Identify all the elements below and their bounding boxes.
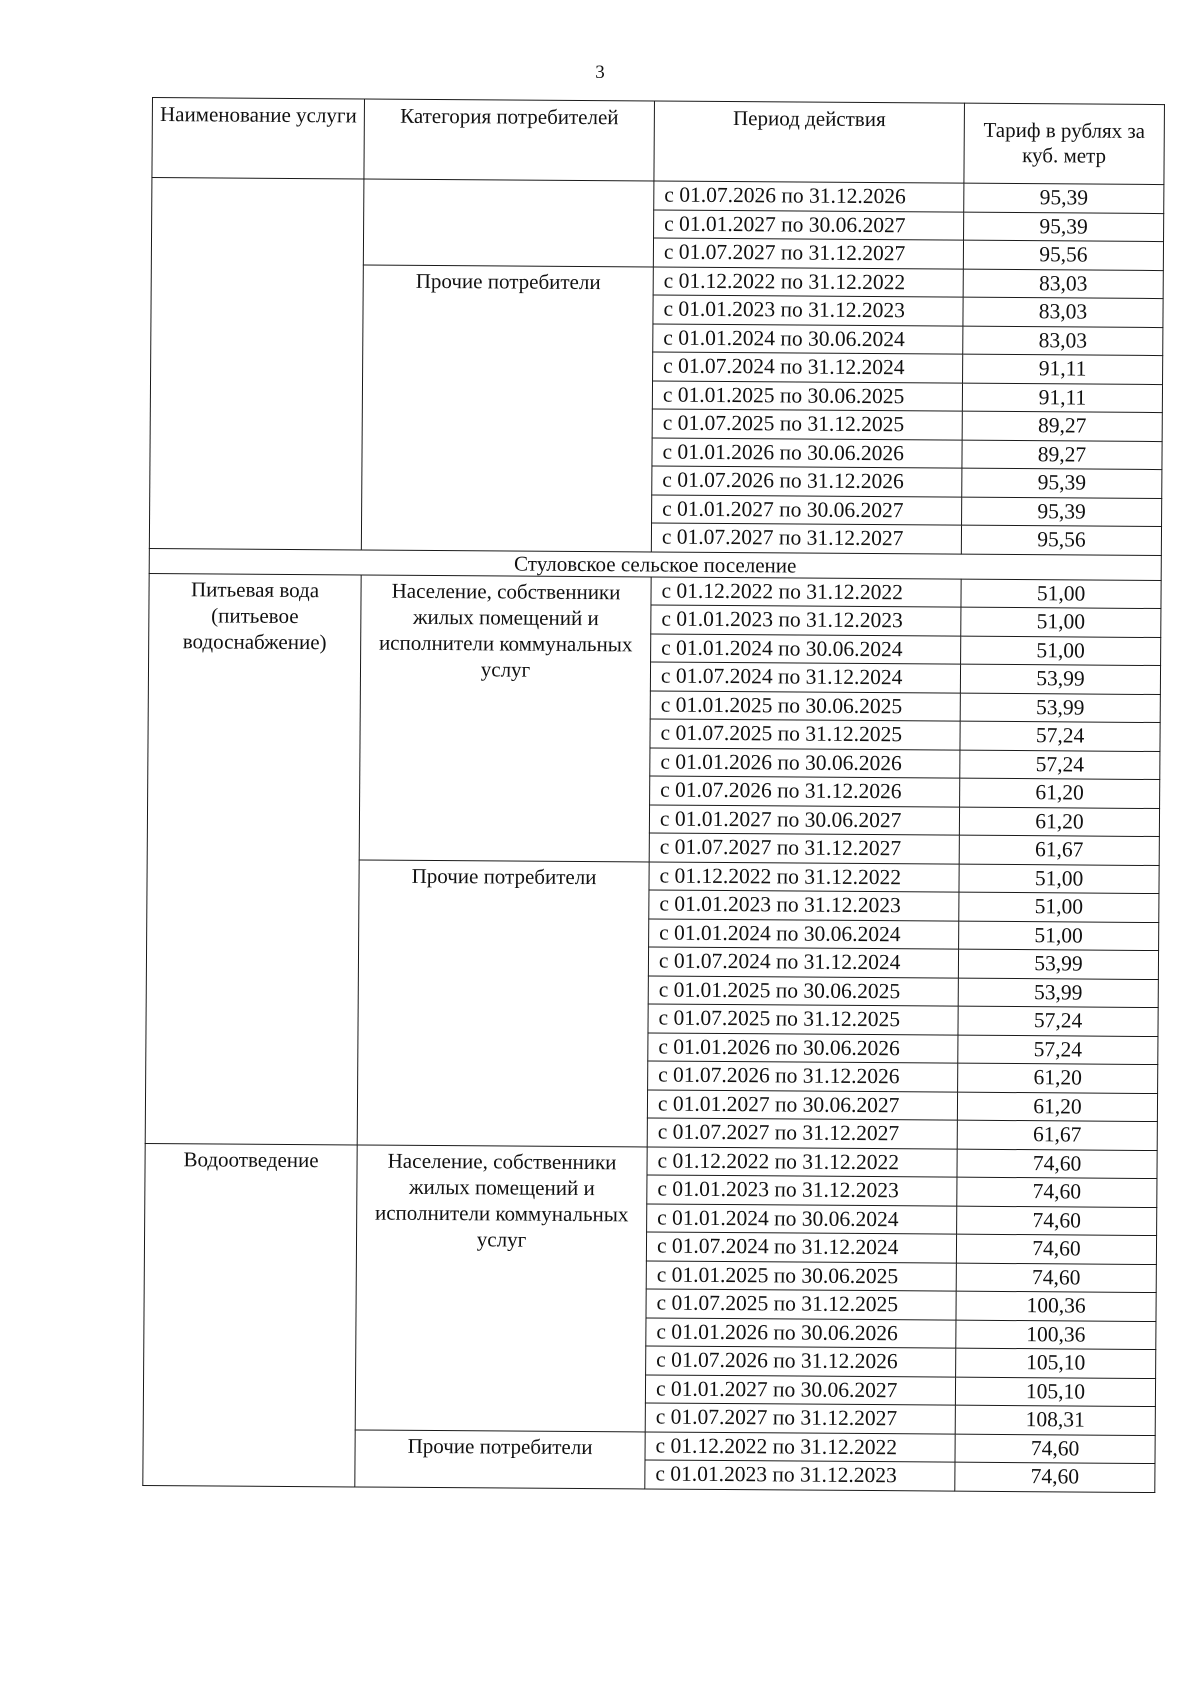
tariff-table (142, 97, 1165, 1493)
period-cell: с 01.07.2026 по 31.12.2026 (654, 181, 964, 212)
category-cell: Население, собственники жилых помещений и исполнители коммунальных услуг (355, 1144, 647, 1431)
period-cell: с 01.01.2025 по 30.06.2025 (650, 690, 960, 721)
period-cell: с 01.01.2026 по 30.06.2026 (648, 1032, 958, 1063)
tariff-cell: 51,00 (961, 607, 1161, 637)
tariff-cell: 89,27 (962, 440, 1162, 470)
period-cell: с 01.12.2022 по 31.12.2022 (651, 576, 961, 607)
period-cell: с 01.07.2024 по 31.12.2024 (650, 662, 960, 693)
period-cell: с 01.07.2026 по 31.12.2026 (646, 1346, 956, 1377)
tariff-cell: 105,10 (956, 1348, 1156, 1378)
header-period: Период действия (654, 101, 965, 183)
period-cell: с 01.01.2025 по 30.06.2025 (652, 381, 962, 412)
period-cell: с 01.01.2026 по 30.06.2026 (646, 1317, 956, 1348)
category-cell: Прочие потребители (361, 264, 653, 551)
tariff-cell: 61,20 (959, 807, 1159, 837)
table-row (152, 178, 1164, 214)
period-cell: с 01.01.2027 по 30.06.2027 (649, 804, 959, 835)
period-cell: с 01.01.2027 по 30.06.2027 (647, 1089, 957, 1120)
tariff-cell: 95,39 (964, 212, 1164, 242)
period-cell: с 01.01.2027 по 30.06.2027 (654, 210, 964, 241)
period-cell: с 01.12.2022 по 31.12.2022 (645, 1431, 955, 1462)
tariff-cell: 100,36 (956, 1320, 1156, 1350)
period-cell: с 01.01.2024 по 30.06.2024 (651, 633, 961, 664)
tariff-cell: 89,27 (962, 411, 1162, 441)
service-name-cell: Водоотведение (143, 1143, 357, 1486)
period-cell: с 01.01.2027 по 30.06.2027 (645, 1374, 955, 1405)
tariff-cell: 74,60 (957, 1177, 1157, 1207)
table-body (143, 178, 1164, 1493)
period-cell: с 01.01.2025 по 30.06.2025 (648, 975, 958, 1006)
period-cell: с 01.01.2023 по 31.12.2023 (651, 605, 961, 636)
tariff-cell: 51,00 (959, 864, 1159, 894)
tariff-cell: 74,60 (956, 1263, 1156, 1293)
header-category: Категория потребителей (364, 99, 655, 181)
period-cell: с 01.01.2026 по 30.06.2026 (650, 747, 960, 778)
tariff-cell: 95,39 (964, 183, 1164, 213)
period-cell: с 01.01.2025 по 30.06.2025 (646, 1260, 956, 1291)
tariff-cell: 74,60 (957, 1149, 1157, 1179)
tariff-cell: 57,24 (958, 1035, 1158, 1065)
period-cell: с 01.07.2027 по 31.12.2027 (647, 1118, 957, 1149)
category-cell: Прочие потребители (355, 1429, 645, 1488)
tariff-cell: 74,60 (957, 1206, 1157, 1236)
period-cell: с 01.07.2024 по 31.12.2024 (646, 1232, 956, 1263)
tariff-cell: 53,99 (958, 949, 1158, 979)
tariff-cell: 108,31 (955, 1405, 1155, 1435)
tariff-cell: 57,24 (960, 721, 1160, 751)
category-cell: Население, собственники жилых помещений и исполнители коммунальных услуг (359, 574, 651, 861)
tariff-cell: 91,11 (963, 354, 1163, 384)
tariff-cell: 51,00 (961, 636, 1161, 666)
tariff-cell: 95,39 (962, 497, 1162, 527)
period-cell: с 01.12.2022 по 31.12.2022 (653, 267, 963, 298)
period-cell: с 01.01.2024 по 30.06.2024 (653, 324, 963, 355)
period-cell: с 01.07.2027 по 31.12.2027 (651, 523, 961, 554)
tariff-cell: 53,99 (960, 664, 1160, 694)
period-cell: с 01.01.2024 по 30.06.2024 (647, 1203, 957, 1234)
tariff-cell: 105,10 (955, 1377, 1155, 1407)
period-cell: с 01.12.2022 по 31.12.2022 (647, 1146, 957, 1177)
table-row (149, 573, 1161, 609)
category-cell (363, 179, 654, 267)
tariff-cell: 51,00 (959, 921, 1159, 951)
tariff-cell: 61,20 (958, 1063, 1158, 1093)
tariff-cell: 100,36 (956, 1291, 1156, 1321)
period-cell: с 01.07.2024 по 31.12.2024 (653, 352, 963, 383)
tariff-cell: 61,20 (960, 778, 1160, 808)
header-service: Наименование услуги (152, 98, 365, 179)
tariff-cell: 91,11 (962, 383, 1162, 413)
tariff-cell: 57,24 (958, 1006, 1158, 1036)
tariff-cell: 57,24 (960, 750, 1160, 780)
tariff-table-wrapper (142, 97, 1164, 1493)
service-name-cell: Питьевая вода (питьевое водоснабжение) (145, 573, 361, 1144)
period-cell: с 01.01.2026 по 30.06.2026 (652, 437, 962, 468)
tariff-cell: 83,03 (963, 326, 1163, 356)
service-name-cell (149, 178, 364, 550)
period-cell: с 01.01.2023 по 31.12.2023 (649, 890, 959, 921)
tariff-cell: 61,67 (957, 1120, 1157, 1150)
tariff-cell: 95,56 (961, 525, 1161, 555)
tariff-cell: 51,00 (961, 579, 1161, 609)
period-cell: с 01.01.2024 по 30.06.2024 (649, 918, 959, 949)
tariff-cell: 53,99 (960, 693, 1160, 723)
category-cell: Прочие потребители (357, 859, 649, 1146)
tariff-cell: 51,00 (959, 892, 1159, 922)
period-cell: с 01.07.2024 по 31.12.2024 (648, 947, 958, 978)
tariff-cell: 61,67 (959, 835, 1159, 865)
tariff-cell: 61,20 (957, 1092, 1157, 1122)
period-cell: с 01.01.2023 по 31.12.2023 (647, 1175, 957, 1206)
tariff-cell: 74,60 (955, 1462, 1155, 1492)
period-cell: с 01.07.2026 по 31.12.2026 (652, 466, 962, 497)
section-title: Стуловское сельское поселение (149, 548, 1161, 580)
period-cell: с 01.07.2027 по 31.12.2027 (649, 833, 959, 864)
period-cell: с 01.07.2027 по 31.12.2027 (645, 1403, 955, 1434)
header-row (152, 98, 1165, 185)
period-cell: с 01.01.2023 по 31.12.2023 (645, 1460, 955, 1491)
period-cell: с 01.07.2025 по 31.12.2025 (650, 719, 960, 750)
period-cell: с 01.01.2027 по 30.06.2027 (652, 494, 962, 525)
tariff-cell: 83,03 (963, 269, 1163, 299)
period-cell: с 01.07.2027 по 31.12.2027 (653, 238, 963, 269)
period-cell: с 01.07.2025 по 31.12.2025 (648, 1004, 958, 1035)
period-cell: с 01.12.2022 по 31.12.2022 (649, 861, 959, 892)
tariff-cell: 83,03 (963, 297, 1163, 327)
tariff-cell: 95,56 (963, 240, 1163, 270)
tariff-cell: 74,60 (955, 1434, 1155, 1464)
period-cell: с 01.07.2026 по 31.12.2026 (648, 1061, 958, 1092)
page-number: 3 (595, 62, 605, 83)
period-cell: с 01.07.2025 по 31.12.2025 (652, 409, 962, 440)
table-row (145, 1143, 1157, 1179)
tariff-cell: 74,60 (956, 1234, 1156, 1264)
header-tariff: Тариф в рублях за куб. метр (964, 103, 1165, 184)
period-cell: с 01.07.2025 по 31.12.2025 (646, 1289, 956, 1320)
period-cell: с 01.01.2023 по 31.12.2023 (653, 295, 963, 326)
tariff-cell: 53,99 (958, 978, 1158, 1008)
period-cell: с 01.07.2026 по 31.12.2026 (650, 776, 960, 807)
tariff-cell: 95,39 (962, 468, 1162, 498)
